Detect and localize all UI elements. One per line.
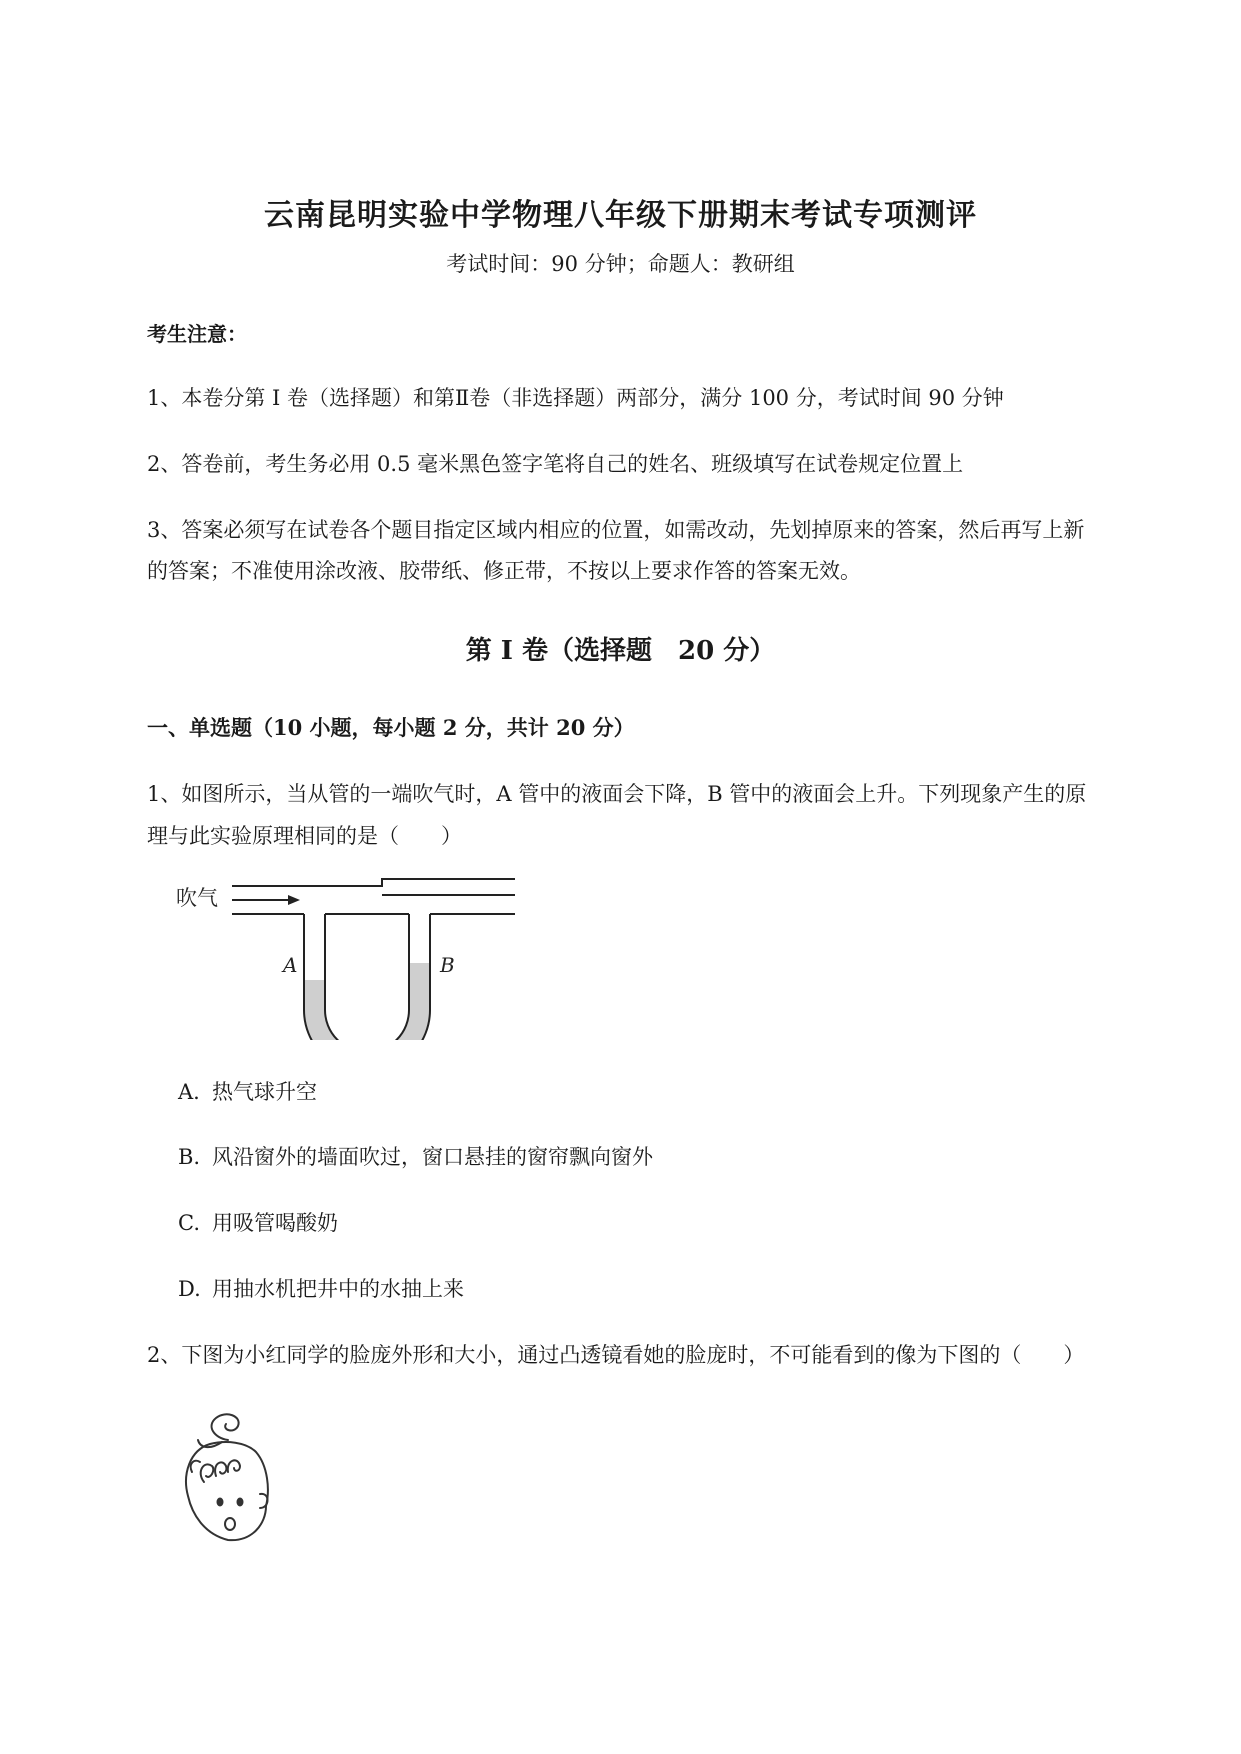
label-b: B xyxy=(440,953,455,977)
notice-item-3-continued: 的答案；不准使用涂改液、胶带纸、修正带，不按以上要求作答的答案无效。 xyxy=(147,559,861,583)
option-a-text: 热气球升空 xyxy=(212,1080,317,1104)
option-a-label: A. xyxy=(178,1080,200,1104)
face-illustration xyxy=(170,1410,290,1555)
label-a: A xyxy=(283,953,298,977)
right-eye-icon xyxy=(238,1499,243,1506)
notice-item-3: 3、答案必须写在试卷各个题目指定区域内相应的位置，如需改动，先划掉原来的答案，然后再写上新 xyxy=(147,518,1085,542)
notice-item-1: 1、本卷分第 I 卷（选择题）和第Ⅱ卷（非选择题）两部分，满分 100 分，考试时间 90 分钟 xyxy=(147,386,1004,410)
hair-bun-icon xyxy=(212,1414,239,1440)
arrowhead-icon xyxy=(288,895,300,905)
question-1-stem: 1、如图所示，当从管的一端吹气时，A 管中的液面会下降，B 管中的液面会上升。下列现象产生的原 xyxy=(147,782,1087,806)
option-b-text: 风沿窗外的墙面吹过，窗口悬挂的窗帘飘向窗外 xyxy=(212,1145,653,1169)
part-heading: 一、单选题（10 小题，每小题 2 分，共计 20 分） xyxy=(147,715,635,740)
notice-heading: 考生注意： xyxy=(147,322,247,346)
tube-walls xyxy=(232,879,515,1040)
liquid xyxy=(304,963,430,1040)
option-a[interactable] xyxy=(178,1076,317,1106)
option-b[interactable] xyxy=(178,1141,653,1171)
section-title: 第 I 卷（选择题 20 分） xyxy=(465,636,776,666)
mouth-icon xyxy=(225,1518,235,1530)
exam-info: 考试时间：90 分钟；命题人：教研组 xyxy=(446,252,795,276)
notice-item-2: 2、答卷前，考生务必用 0.5 毫米黑色签字笔将自己的姓名、班级填写在试卷规定位置上 xyxy=(147,452,964,476)
option-d[interactable] xyxy=(178,1273,464,1303)
option-c-label: C. xyxy=(178,1211,200,1235)
option-b-label: B. xyxy=(178,1145,201,1169)
page-title: 云南昆明实验中学物理八年级下册期末考试专项测评 xyxy=(264,198,977,233)
option-c-text: 用吸管喝酸奶 xyxy=(212,1211,338,1235)
question-1-stem-continued: 理与此实验原理相同的是（ ） xyxy=(147,824,462,848)
u-tube-figure xyxy=(170,870,530,1040)
option-d-label: D. xyxy=(178,1277,201,1301)
option-d-text: 用抽水机把井中的水抽上来 xyxy=(212,1277,464,1301)
option-c[interactable] xyxy=(178,1207,338,1237)
blow-label: 吹气 xyxy=(176,886,218,910)
left-eye-icon xyxy=(218,1499,223,1506)
question-2-stem: 2、下图为小红同学的脸庞外形和大小，通过凸透镜看她的脸庞时，不可能看到的像为下图的（ ） xyxy=(147,1343,1085,1367)
face-outline-icon xyxy=(186,1442,268,1540)
